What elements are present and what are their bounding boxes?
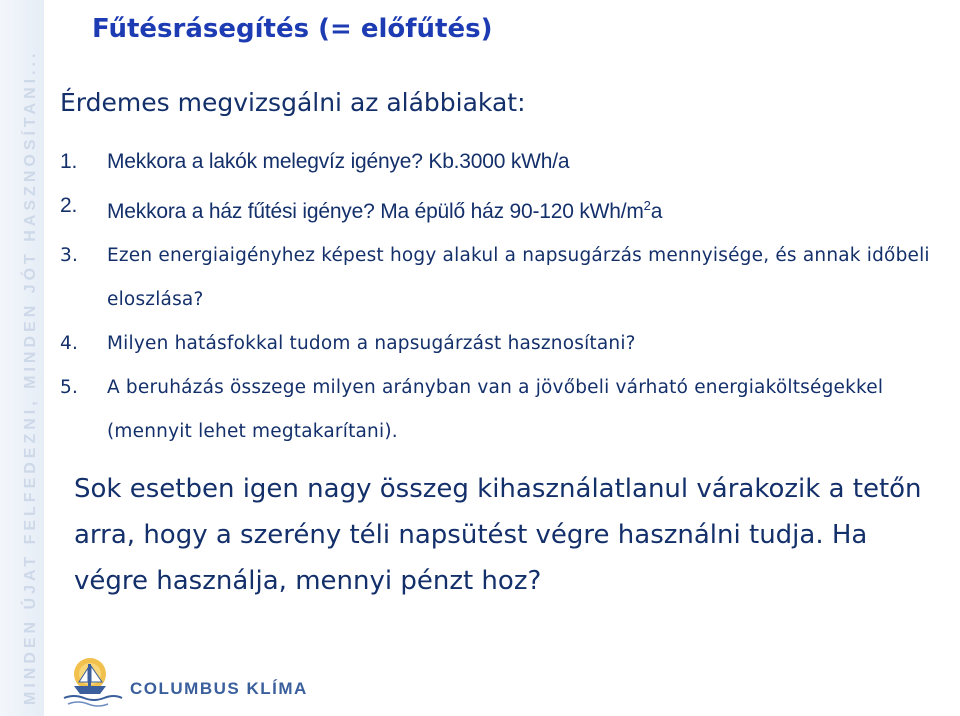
list-text: Ezen energiaigényhez képest hogy alakul a napsugárzás mennyisége, és annak időbeli eloszlása?	[107, 245, 930, 310]
list-item	[60, 322, 940, 366]
side-slogan: MINDEN ÚJAT FELFEDEZNI, MINDEN JÓT HASZNOSÍTANI...	[22, 49, 39, 705]
summary-paragraph: Sok esetben igen nagy összeg kihasználatlanul várakozik a tetőn arra, hogy a szerény téli napsütést végre használni tudja. Ha végre használja, mennyi pénzt hoz?	[74, 474, 922, 596]
ship-sun-logo-icon	[60, 652, 124, 710]
list-text: A beruházás összege milyen arányban van a jövőbeli várható energiaköltségekkel (mennyit lehet megtakarítani).	[107, 377, 884, 442]
list-number: 4.	[60, 333, 79, 354]
list-text-suffix: a	[650, 200, 663, 223]
list-item	[60, 184, 940, 234]
list-number: 1.	[60, 150, 78, 173]
logo-text: COLUMBUS KLÍMA	[130, 679, 308, 698]
slide-title: Fűtésrásegítés (= előfűtés)	[92, 14, 493, 44]
list-item	[60, 234, 940, 322]
list-item	[60, 366, 940, 454]
company-logo	[60, 652, 308, 710]
list-text: Mekkora a ház fűtési igénye? Ma épülő ház 90-120 kWh/m	[107, 200, 644, 223]
slide-intro: Érdemes megvizsgálni az alábbiakat:	[60, 88, 526, 117]
list-number: 3.	[60, 245, 79, 266]
side-strip	[0, 0, 44, 716]
question-list	[60, 140, 940, 454]
list-text: Milyen hatásfokkal tudom a napsugárzást hasznosítani?	[107, 333, 636, 354]
list-number: 5.	[60, 377, 79, 398]
superscript: 2	[643, 198, 651, 213]
list-text: Mekkora a lakók melegvíz igénye? Kb.3000 kWh/a	[107, 150, 570, 173]
list-item	[60, 140, 940, 184]
list-number: 2.	[60, 194, 78, 217]
